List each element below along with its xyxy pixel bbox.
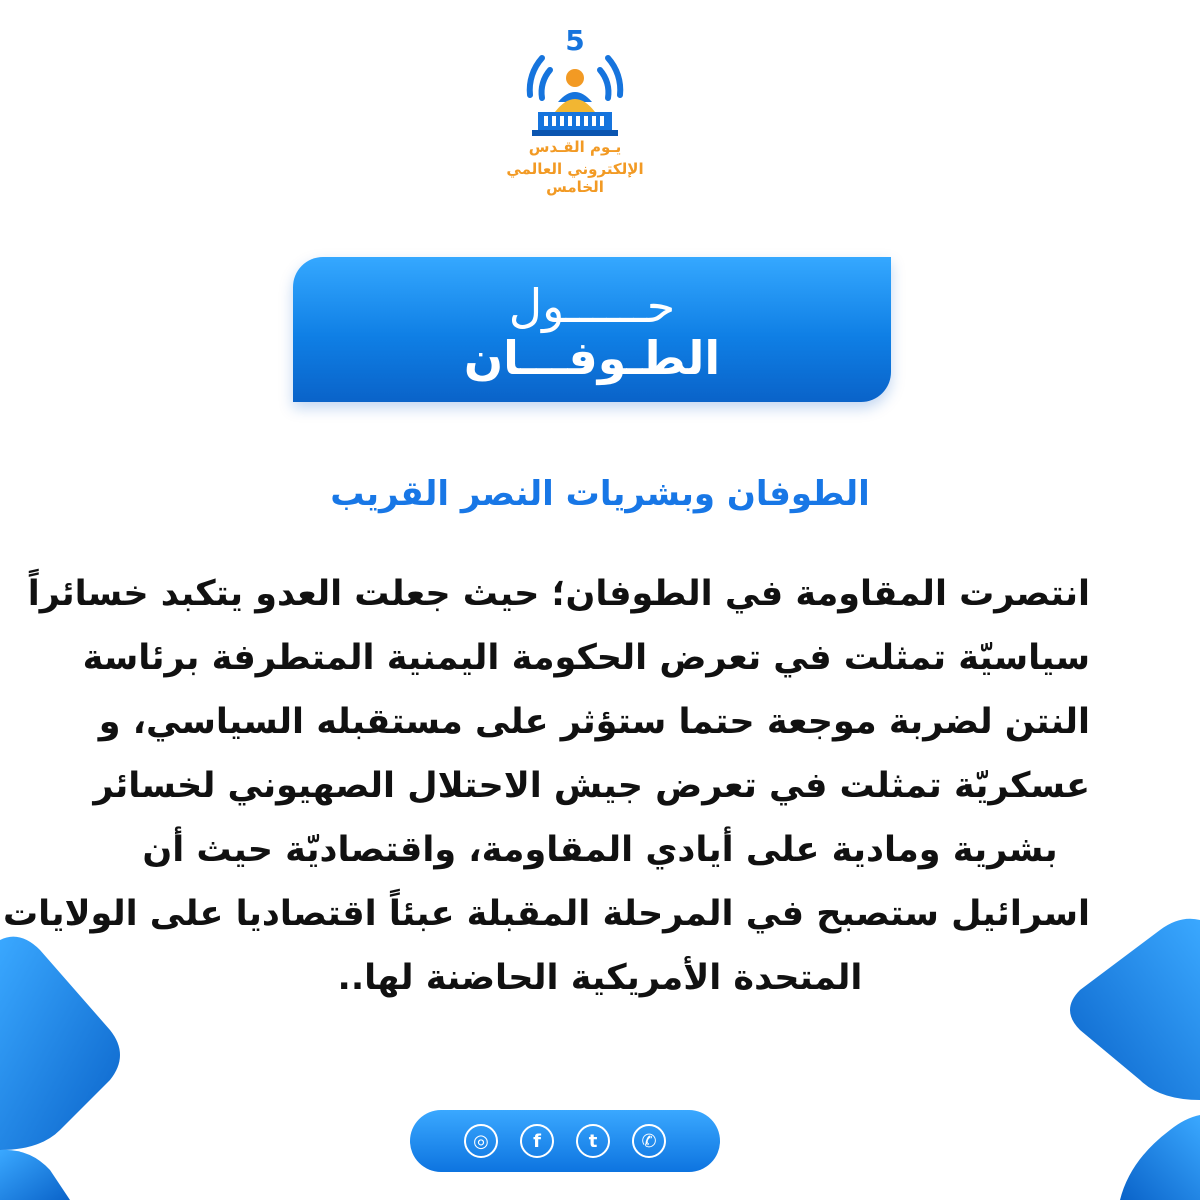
whatsapp-icon[interactable]: ✆ [632, 1124, 666, 1158]
banner-line-1: حــــــول [508, 279, 676, 333]
body-line: انتصرت المقاومة في الطوفان؛ حيث جعلت العدو يتكبد خسائراً [27, 574, 1090, 614]
body-line: بشرية ومادية على أيادي المقاومة، واقتصاديّة حيث أن [142, 830, 1058, 870]
title-banner [293, 257, 891, 402]
banner-line-2: الطـوفـــان [463, 331, 721, 385]
body-line: المتحدة الأمريكية الحاضنة لها.. [337, 958, 863, 998]
article-body [3, 562, 1090, 1010]
body-line: عسكريّة تمثلت في تعرض جيش الاحتلال الصهيوني لخسائر [93, 766, 1090, 806]
decorative-shape-left [0, 920, 130, 1200]
body-line: النتن لضربة موجعة حتما ستؤثر على مستقبله السياسي، و [98, 702, 1090, 742]
twitter-icon[interactable]: t [576, 1124, 610, 1158]
logo-number: 5 [565, 24, 585, 57]
logo-subtitle: الإلكتروني العالمي الخامس [506, 160, 644, 196]
facebook-icon[interactable]: f [520, 1124, 554, 1158]
logo-title: يـوم القـدس [528, 138, 622, 156]
decorative-shape-right [1060, 880, 1200, 1200]
instagram-icon[interactable]: ◎ [464, 1124, 498, 1158]
article-headline: الطوفان وبشريات النصر القريب [330, 474, 870, 514]
social-links-bar [410, 1110, 720, 1172]
body-line: سياسيّة تمثلت في تعرض الحكومة اليمنية المتطرفة برئاسة [82, 638, 1090, 678]
body-line: اسرائيل ستصبح في المرحلة المقبلة عبئاً اقتصاديا على الولايات [3, 894, 1090, 934]
